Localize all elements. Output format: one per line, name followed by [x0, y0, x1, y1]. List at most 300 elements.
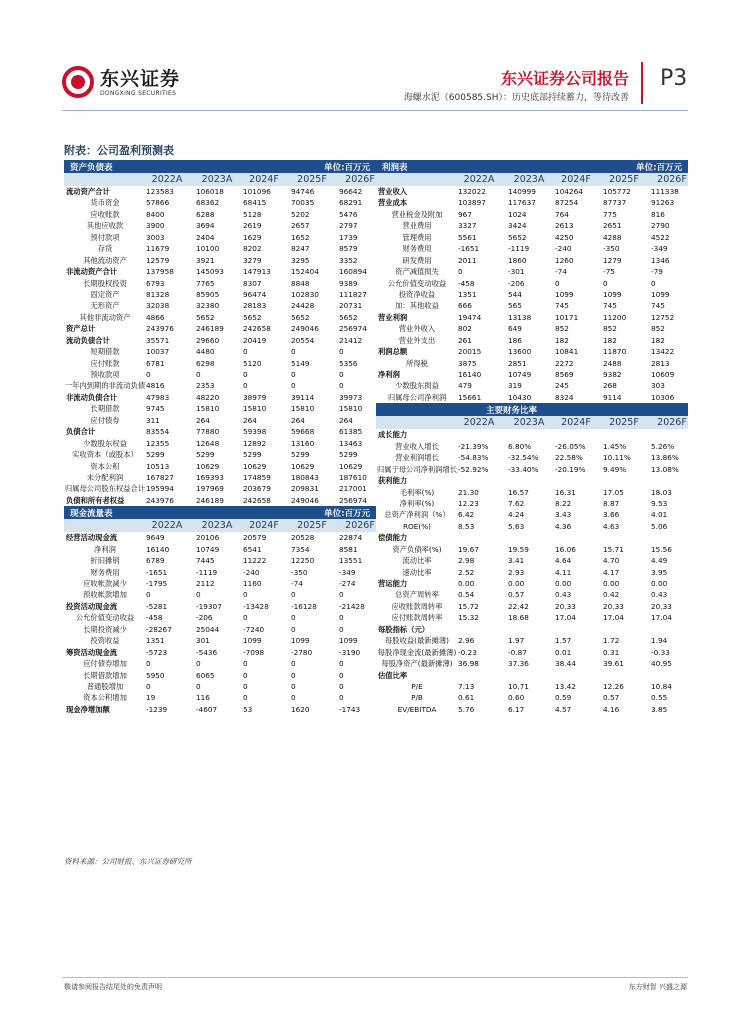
cell-value: 0 [146, 590, 151, 600]
table-row [64, 426, 376, 437]
cell-value: 9382 [603, 370, 622, 379]
row-label: 利润总额 [378, 347, 408, 357]
panel-header [376, 403, 688, 416]
cell-value: -16128 [291, 601, 317, 611]
table-row [376, 578, 688, 589]
cell-value: -206 [196, 613, 213, 623]
panel-header [64, 506, 376, 519]
cell-value: 209831 [291, 484, 319, 494]
cell-value: 103897 [458, 198, 486, 208]
year-header: 2023A [513, 174, 545, 185]
row-label: 营业外收入 [398, 324, 436, 334]
cell-value: 0 [291, 624, 296, 634]
cell-value: 8400 [146, 209, 165, 219]
cell-value: 3.66 [603, 510, 620, 520]
cell-value: 8848 [291, 278, 310, 288]
cell-value: 852 [555, 324, 569, 334]
cell-value: -0.23 [458, 647, 477, 657]
cell-value: 2112 [196, 579, 215, 588]
panel-title: 利润表 [382, 163, 408, 173]
table-row [64, 670, 376, 681]
cell-value: 775 [603, 209, 617, 219]
cell-value: 22.42 [508, 601, 529, 611]
cell-value: 6789 [146, 556, 165, 566]
cell-value: 10171 [555, 312, 579, 322]
cell-value: 1279 [603, 255, 622, 265]
cell-value: 102830 [291, 289, 319, 299]
cell-value: 0.00 [555, 579, 572, 588]
cell-value: 16.31 [555, 487, 576, 497]
cell-value: 7445 [196, 556, 215, 566]
cell-value: 4.70 [603, 556, 620, 566]
cell-value: -26.05% [555, 441, 586, 451]
cell-value: 1099 [555, 289, 574, 299]
table-row [376, 429, 688, 440]
row-label: 营业费用 [402, 221, 432, 231]
row-label: 资产减值损失 [395, 267, 439, 277]
cell-value: 0 [291, 681, 296, 691]
row-label: 流动负债合计 [66, 335, 110, 345]
cell-value: 96474 [243, 289, 267, 299]
cell-value: 8324 [555, 392, 574, 402]
table-row [64, 255, 376, 266]
table-row [64, 658, 376, 669]
cell-value: 1099 [603, 289, 622, 299]
row-label: 少数股东权益 [83, 438, 127, 448]
cell-value: 2272 [555, 358, 574, 368]
cell-value: 1351 [146, 636, 165, 646]
cell-value: 0 [651, 278, 656, 288]
cell-value: 180843 [291, 472, 319, 482]
cell-value: 7.13 [458, 681, 475, 691]
cell-value: 5.26% [651, 441, 675, 451]
logo [62, 66, 180, 98]
row-label: 现金净增加额 [66, 704, 110, 714]
cell-value: -3190 [339, 647, 361, 657]
cell-value: -13428 [243, 601, 269, 611]
cell-value: 0.43 [555, 590, 572, 600]
cell-value: 5202 [291, 209, 310, 219]
table-row [376, 567, 688, 578]
row-label: 营运能力 [378, 579, 408, 588]
cell-value: 8202 [243, 244, 262, 254]
report-subtitle: 海螺水泥（600585.SH）：历史底部持续蓄力，等待改善 [403, 93, 629, 103]
cell-value: -52.92% [458, 464, 489, 474]
row-label: 投资收益 [90, 636, 120, 646]
year-header: 2026F [657, 174, 687, 185]
cell-value: 249046 [291, 495, 319, 505]
row-label: 应付账款 [90, 358, 120, 368]
cell-value: 1099 [291, 636, 310, 646]
row-label: 财务费用 [90, 567, 120, 577]
cell-value: 11870 [603, 347, 627, 357]
row-label: 营业收入 [378, 187, 408, 196]
cell-value: 3003 [146, 232, 165, 242]
cell-value: 9.53 [651, 498, 668, 508]
table-row [376, 647, 688, 658]
row-label: 公允价值变动收益 [387, 278, 447, 288]
cell-value: 13138 [508, 312, 532, 322]
cell-value: 20528 [291, 533, 315, 543]
table-row [64, 532, 376, 543]
cell-value: 10629 [243, 461, 267, 471]
cell-value: 12579 [146, 255, 170, 265]
row-label: 预收款项 [90, 370, 120, 379]
cell-value: 816 [651, 209, 665, 219]
year-header: 2022A [463, 417, 495, 429]
cell-value: 0.00 [508, 579, 525, 588]
cell-value: 19.59 [508, 544, 529, 554]
year-header-row [64, 173, 376, 186]
footer-slogan: 东方财智 兴盛之源 [628, 983, 687, 991]
table-row [64, 647, 376, 658]
cell-value: 20554 [291, 335, 315, 345]
header-divider [641, 62, 643, 104]
cell-value: 5299 [146, 450, 165, 460]
table-row [376, 532, 688, 543]
cell-value: 268 [603, 381, 617, 391]
cell-value: 4.64 [555, 556, 572, 566]
panel-title: 现金流量表 [70, 509, 113, 520]
logo-english-name: DONGXING SECURITIES [100, 89, 177, 97]
cell-value: 32380 [196, 301, 220, 311]
cell-value: -5281 [146, 601, 168, 611]
cell-value: 1099 [651, 289, 670, 299]
cell-value: -7240 [243, 624, 265, 634]
cell-value: 5561 [458, 232, 477, 242]
cell-value: 4250 [555, 232, 574, 242]
cell-value: 0 [243, 347, 248, 357]
cell-value: 2.96 [458, 636, 475, 646]
table-row [376, 544, 688, 555]
cell-value: 4.57 [555, 704, 572, 714]
cell-value: 85905 [196, 289, 220, 299]
cell-value: 36.98 [458, 659, 479, 669]
cell-value: 0 [146, 681, 151, 691]
cell-value: 246189 [196, 495, 224, 505]
cell-value: 11679 [146, 244, 170, 254]
cell-value: 19 [146, 693, 156, 703]
cell-value: 0 [243, 613, 248, 623]
cell-value: 6541 [243, 544, 262, 554]
cell-value: 12.23 [458, 498, 479, 508]
source-note: 资料来源：公司财报、东兴证券研究所 [64, 857, 192, 866]
cell-value: 21412 [339, 335, 363, 345]
cell-value: 0 [196, 681, 201, 691]
cell-value: 13.42 [555, 681, 576, 691]
cell-value: 16.06 [555, 544, 576, 554]
table-row [376, 255, 688, 266]
row-label: 应付债券增加 [83, 659, 127, 669]
row-label: 应付债券 [90, 415, 120, 425]
cell-value: 0 [146, 370, 151, 379]
cell-value: 0 [146, 659, 151, 669]
cell-value: 264 [196, 415, 210, 425]
table-row [376, 278, 688, 289]
table-row [376, 487, 688, 498]
cell-value: 195994 [146, 484, 174, 494]
cell-value: 8307 [243, 278, 262, 288]
year-header: 2023A [201, 520, 233, 532]
cell-value: 22.58% [555, 453, 583, 463]
cell-value: 94746 [291, 187, 315, 196]
panel-header [376, 160, 688, 173]
cell-value: -5436 [196, 647, 218, 657]
cell-value: 9114 [603, 392, 622, 402]
cell-value: 9745 [146, 404, 165, 414]
cell-value: 264 [291, 415, 305, 425]
cell-value: 1099 [339, 636, 358, 646]
row-label: 长期借款增加 [83, 670, 127, 680]
cell-value: -350 [291, 567, 308, 577]
cell-value: 12752 [651, 312, 675, 322]
cell-value: -1651 [146, 567, 168, 577]
row-label: 折旧摊销 [90, 556, 120, 566]
year-header: 2024F [249, 174, 279, 185]
table-row [376, 521, 688, 532]
cell-value: 20106 [196, 533, 220, 543]
cell-value: 1160 [243, 579, 262, 588]
cell-value: 5950 [146, 670, 165, 680]
cell-value: 242658 [243, 324, 271, 334]
cell-value: -2780 [291, 647, 313, 657]
row-label: 所得税 [406, 358, 428, 368]
row-label: 归属母公司净利润 [387, 392, 447, 402]
cell-value: 5128 [243, 209, 262, 219]
table-row [64, 346, 376, 357]
cell-value: 8579 [339, 244, 358, 254]
cell-value: 5652 [339, 312, 358, 322]
cell-value: 1.94 [651, 636, 668, 646]
row-label: 总资产周转率 [395, 590, 439, 600]
table-row [376, 658, 688, 669]
cell-value: 203679 [243, 484, 271, 494]
cell-value: 243976 [146, 495, 174, 505]
cell-value: 2797 [339, 221, 358, 231]
cell-value: 745 [651, 301, 665, 311]
row-label: 少数股东损益 [395, 381, 439, 391]
cell-value: 87254 [555, 198, 579, 208]
cell-value: 0 [196, 590, 201, 600]
table-row [64, 197, 376, 208]
cell-value: 61385 [339, 427, 363, 437]
cell-value: 47983 [146, 392, 170, 402]
cell-value: 7.62 [508, 498, 525, 508]
cell-value: 10629 [291, 461, 315, 471]
table-row [376, 232, 688, 243]
cell-value: 2011 [458, 255, 477, 265]
cell-value: -54.83% [458, 453, 489, 463]
cell-value: 0 [243, 693, 248, 703]
cell-value: -349 [339, 567, 356, 577]
cell-value: 0.31 [603, 647, 620, 657]
cell-value: -79 [651, 267, 663, 277]
row-label: 无形资产 [90, 301, 120, 311]
cell-value: 12892 [243, 438, 267, 448]
cell-value: 22874 [339, 533, 363, 543]
table-row [64, 555, 376, 566]
cell-value: 3875 [458, 358, 477, 368]
cell-value: 4288 [603, 232, 622, 242]
cell-value: 852 [603, 324, 617, 334]
row-label: 净利率(%) [399, 498, 435, 508]
cell-value: 111827 [339, 289, 367, 299]
cell-value: 1024 [508, 209, 527, 219]
cell-value: 167827 [146, 472, 174, 482]
table-row [376, 589, 688, 600]
cell-value: -74 [291, 579, 303, 588]
cell-value: 243976 [146, 324, 174, 334]
cell-value: 0 [291, 381, 296, 391]
cell-value: 25044 [196, 624, 220, 634]
table-row [64, 403, 376, 414]
cell-value: -7098 [243, 647, 265, 657]
cell-value: 111338 [651, 187, 679, 196]
cell-value: 12355 [146, 438, 170, 448]
cell-value: 0 [339, 693, 344, 703]
cell-value: 20731 [339, 301, 363, 311]
cell-value: 1.97 [508, 636, 525, 646]
row-label: 流动资产合计 [66, 187, 110, 196]
cell-value: 256974 [339, 324, 367, 334]
cell-value: 37.36 [508, 659, 529, 669]
cell-value: 0.00 [603, 579, 620, 588]
row-label: 资产负债率(%) [392, 544, 442, 554]
cell-value: 5299 [243, 450, 262, 460]
left-column [64, 160, 376, 715]
cell-value: 0 [243, 681, 248, 691]
cell-value: 3352 [339, 255, 358, 265]
cell-value: 187610 [339, 472, 367, 482]
cell-value: 2353 [196, 381, 215, 391]
row-label: 预付款项 [90, 232, 120, 242]
cell-value: -1239 [146, 704, 168, 714]
cell-value: 169393 [196, 472, 224, 482]
cell-value: 2613 [555, 221, 574, 231]
cell-value: 91263 [651, 198, 675, 208]
table-row [64, 624, 376, 635]
table-row [64, 220, 376, 231]
cell-value: 13160 [291, 438, 315, 448]
table-row [64, 578, 376, 589]
cell-value: 301 [196, 636, 210, 646]
cell-value: 9389 [339, 278, 358, 288]
year-header: 2023A [513, 417, 545, 429]
cell-value: 8.53 [458, 521, 475, 531]
cell-value: 10306 [651, 392, 675, 402]
table-row [376, 312, 688, 323]
cell-value: 4.63 [603, 521, 620, 531]
cell-value: 0 [196, 370, 201, 379]
table-row [64, 567, 376, 578]
cell-value: 19.67 [458, 544, 479, 554]
cell-value: 17.04 [651, 613, 672, 623]
cell-value: 1629 [243, 232, 262, 242]
cell-value: 13.08% [651, 464, 679, 474]
table-row [64, 415, 376, 426]
cell-value: 10749 [508, 370, 532, 379]
cell-value: 2851 [508, 358, 527, 368]
table-row [64, 692, 376, 703]
row-label: 经营活动现金流 [66, 533, 118, 543]
cell-value: 1.72 [603, 636, 620, 646]
table-row [64, 243, 376, 254]
cell-value: 68362 [196, 198, 220, 208]
cell-value: 132022 [458, 187, 486, 196]
cell-value: 39114 [291, 392, 315, 402]
cell-value: 4.17 [603, 567, 620, 577]
year-header: 2022A [463, 174, 495, 185]
cell-value: 0 [196, 659, 201, 669]
cell-value: 8247 [291, 244, 310, 254]
cell-value: 182 [555, 335, 569, 345]
cell-value: -74 [555, 267, 567, 277]
cell-value: 15810 [196, 404, 220, 414]
cell-value: 0 [339, 659, 344, 669]
table-row [64, 681, 376, 692]
cell-value: 2657 [291, 221, 310, 231]
table-row [376, 464, 688, 475]
cell-value: 0 [243, 381, 248, 391]
cell-value: -75 [603, 267, 615, 277]
cell-value: -5723 [146, 647, 168, 657]
cell-value: 16.57 [508, 487, 529, 497]
cell-value: 3295 [291, 255, 310, 265]
cell-value: 77880 [196, 427, 220, 437]
cell-value: 544 [508, 289, 522, 299]
cell-value: 4.16 [603, 704, 620, 714]
cell-value: 1620 [291, 704, 310, 714]
table-row [64, 495, 376, 506]
right-column [376, 160, 688, 715]
cell-value: -21.39% [458, 441, 489, 451]
row-label: 一年内到期的非流动负债 [64, 381, 146, 391]
cell-value: 28183 [243, 301, 267, 311]
table-row [64, 380, 376, 391]
cell-value: 1739 [339, 232, 358, 242]
cell-value: 10037 [146, 347, 170, 357]
cell-value: 6.80% [508, 441, 532, 451]
cell-value: 0 [291, 347, 296, 357]
cell-value: 10841 [555, 347, 579, 357]
row-label: 投资净收益 [398, 289, 436, 299]
row-label: 资本公积增加 [83, 693, 127, 703]
cell-value: 8569 [555, 370, 574, 379]
cell-value: 0 [291, 590, 296, 600]
cell-value: 3327 [458, 221, 477, 231]
cell-value: 1.45% [603, 441, 627, 451]
cell-value: 10513 [146, 461, 170, 471]
table-row [376, 601, 688, 612]
table-row [376, 624, 688, 635]
cell-value: 17.05 [603, 487, 624, 497]
table-row [376, 358, 688, 369]
cell-value: -458 [146, 613, 163, 623]
cell-value: -1119 [508, 244, 530, 254]
cell-value: 1346 [651, 255, 670, 265]
row-label: 普通股增加 [86, 681, 124, 691]
cell-value: 68415 [243, 198, 267, 208]
cell-value: 35571 [146, 335, 170, 345]
row-label: 筹资活动现金流 [66, 647, 118, 657]
cell-value: 0 [243, 590, 248, 600]
year-header: 2026F [345, 174, 375, 185]
row-label: 归属于母公司净利润增长 [376, 464, 458, 474]
cell-value: -28267 [146, 624, 172, 634]
cell-value: 2488 [603, 358, 622, 368]
cell-value: -301 [508, 267, 525, 277]
cell-value: 0.00 [458, 579, 475, 588]
